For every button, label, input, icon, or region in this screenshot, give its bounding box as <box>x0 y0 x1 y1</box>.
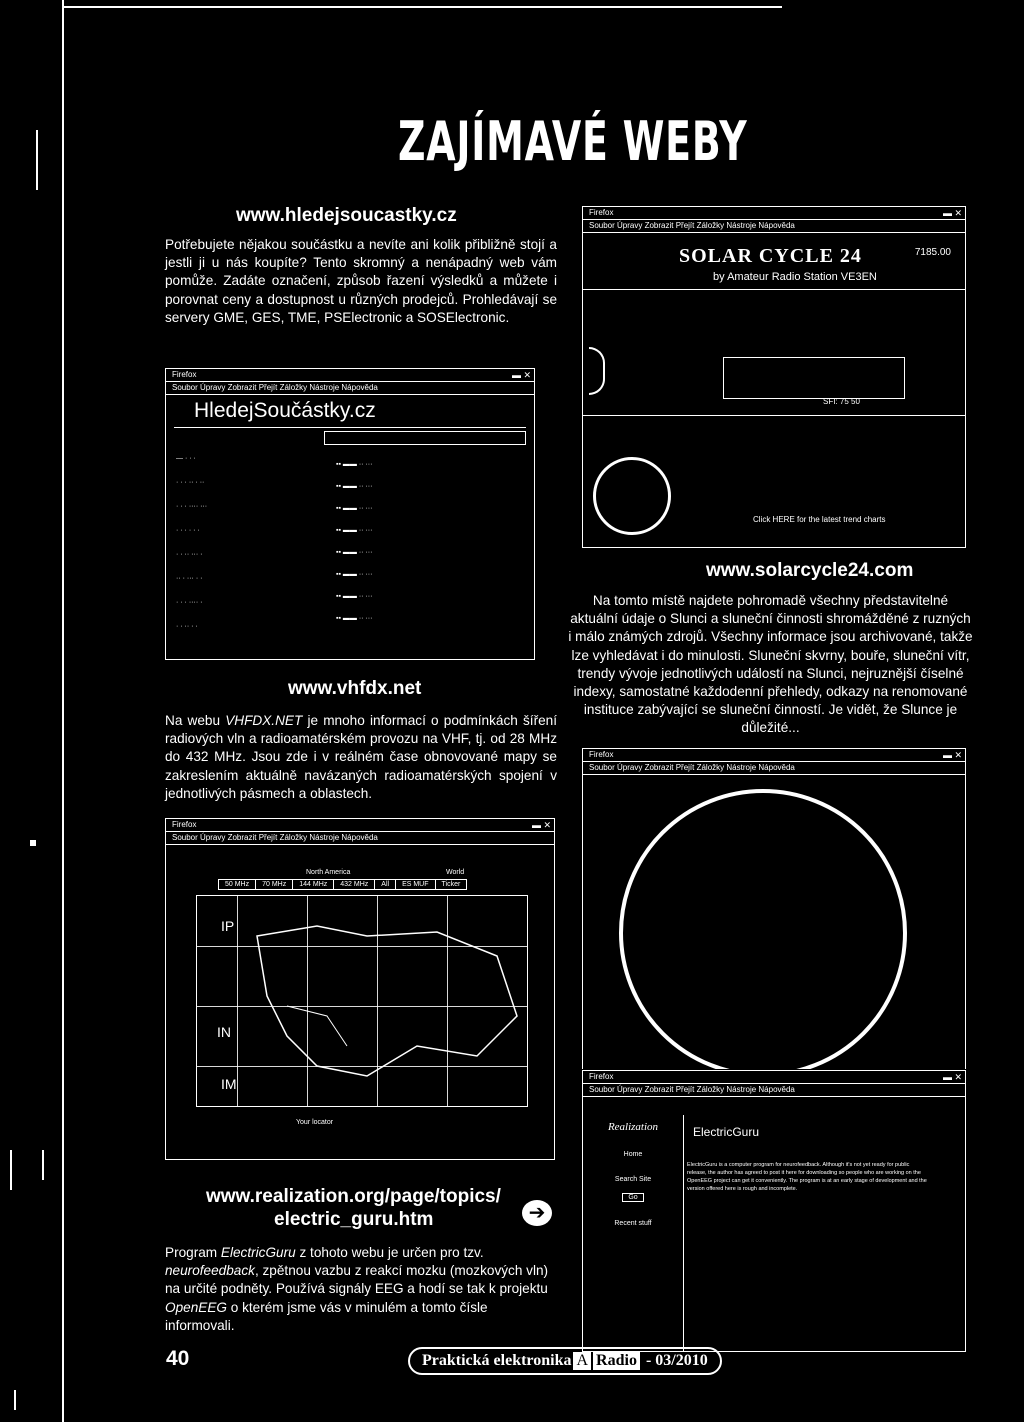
close-icon: ▬ ✕ <box>942 208 962 218</box>
vhfdx-url[interactable]: www.vhfdx.net <box>288 678 422 699</box>
realization-sidebar <box>583 1115 684 1351</box>
sun-disk-image <box>619 789 907 1069</box>
browser-titlebar: Firefox <box>166 369 534 382</box>
solar-widget-box <box>723 357 905 399</box>
europe-outline <box>197 896 527 1106</box>
solarcycle-text: Na tomto místě najdete pohromadě všechny představitelné aktuální údaje o Slunci a sluneční činnosti shromážděné z ruzných i málo známých zdrojů. Všechny informace jsou archivované, takže lze vyhledávat i do minulosti. Sluneční skvrny, bouře, sluneční vítr, trendy vývoje jednotlivých událostí na Slunci, nejruznější číselné indexy, samostatné každodenní přehledy, odkazy na renomované instituce zabývající se sluneční činností. Je vidět, že Slunce je důležité... <box>568 593 973 736</box>
vhfdx-screenshot <box>165 818 555 1160</box>
hledejsoucastky-logo: HledejSoučástky.cz <box>194 399 376 422</box>
realization-url-line2[interactable]: electric_guru.htm <box>274 1209 434 1230</box>
page-title: ZAJÍMAVÉ WEBY <box>398 110 748 173</box>
nav-recent-stuff[interactable]: Recent stuff <box>614 1220 652 1227</box>
realization-paragraph: ElectricGuru is a computer program for neurofeedback. Although it's not yet ready for public release, the author has agreed to post it here for downloading so people who are working on the OpenEEG project can get it conveniently. The program is at an early stage of development and the version offered here is rough and incomplete. <box>687 1162 927 1192</box>
browser-menu: Soubor Úpravy Zobrazit Přejít Záložky Nástroje Nápověda <box>166 382 534 395</box>
tab-70mhz[interactable]: 70 MHz <box>256 880 293 889</box>
magazine-name: Praktická elektronika <box>422 1352 572 1369</box>
hledejsoucastky-text: Potřebujete nějakou součástku a nevíte ani kolik přibližně stojí a jestli ji u nás koupíte? Tento skromný a nenápadný web vám pomůže. Zadáte označení, způsob řazení výsledků a můžete i porovnat ceny a dostupnost u různých prodejců. Prohledávají se servery GME, GES, TME, PSElectronic a SOSElectronic. <box>165 237 557 325</box>
browser-titlebar: Firefox <box>166 819 554 832</box>
tab-432mhz[interactable]: 432 MHz <box>334 880 375 889</box>
solar-sfi: SFI: 75 50 <box>823 397 860 406</box>
page-border-top <box>62 6 782 8</box>
browser-titlebar: Firefox <box>583 207 965 220</box>
hledejsoucastky-url[interactable]: www.hledejsoucastky.cz <box>236 205 457 226</box>
magazine-footer <box>408 1347 722 1375</box>
results-price-column: ▪▪ ▬▬ ·· ··· ▪▪ ▬▬ ·· ··· ▪▪ ▬▬ ·· ··· ▪▪ ▬▬ ·· ··· ▪▪ ▬▬ ·· ··· ▪▪ ▬▬ ·· ··· ▪▪ ▬▬ ·· ··· ▪▪ ▬▬ ·· ··· <box>336 461 373 622</box>
vhfdx-text: Na webu VHFDX.NET je mnoho informací o podmínkách šíření radiových vln a radioamatérském provozu na VHF, tj. od 28 MHz do 432 MHz. Jsou zde i v reálném čase obnovované mapy se zakreslením aktuálně navázaných radioamatérských spojení v jednotlivých pásmech a oblastech. <box>165 713 557 801</box>
vhf-band-tabs <box>218 879 467 890</box>
vhf-region: North America <box>306 869 351 876</box>
solarcycle-frequency: 7185.00 <box>914 247 951 258</box>
magazine-issue: - 03/2010 <box>645 1352 708 1369</box>
close-icon: ▬ ✕ <box>511 370 531 380</box>
map-label-im: IM <box>221 1076 237 1092</box>
vhf-world: World <box>446 869 465 876</box>
vhf-status: Your locator <box>296 1119 334 1126</box>
magazine-a: A <box>573 1352 591 1370</box>
map-label-ip: IP <box>221 918 235 934</box>
tab-50mhz[interactable]: 50 MHz <box>219 880 256 889</box>
page-number: 40 <box>166 1347 190 1370</box>
magazine-radio: Radio <box>593 1352 640 1370</box>
results-header <box>324 431 526 445</box>
close-icon: ▬ ✕ <box>942 1072 962 1082</box>
map-label-in: IN <box>217 1024 231 1040</box>
hledejsoucastky-screenshot <box>165 368 535 660</box>
close-icon: ▬ ✕ <box>531 820 551 830</box>
tab-es-muf[interactable]: ES MUF <box>396 880 435 889</box>
divider <box>174 427 526 428</box>
realization-screenshot <box>582 1070 966 1352</box>
solarcycle-url[interactable]: www.solarcycle24.com <box>706 560 914 581</box>
browser-menu: Soubor Úpravy Zobrazit Přejít Záložky Nástroje Nápověda <box>583 762 965 775</box>
search-go-button[interactable]: Go <box>622 1193 644 1202</box>
realization-logo: Realization <box>607 1121 659 1133</box>
vhf-map <box>196 895 528 1107</box>
sun-image <box>593 457 671 535</box>
arrow-right-icon: ➔ <box>522 1200 552 1226</box>
nav-search-site[interactable]: Search Site <box>614 1176 652 1183</box>
browser-menu: Soubor Úpravy Zobrazit Přejít Záložky Nástroje Nápověda <box>166 832 554 845</box>
tab-all[interactable]: All <box>375 880 396 889</box>
solar-trend-link[interactable]: Click HERE for the latest trend charts <box>753 515 886 524</box>
nav-home[interactable]: Home <box>623 1151 643 1158</box>
browser-menu: Soubor Úpravy Zobrazit Přejít Záložky Nástroje Nápověda <box>583 1084 965 1097</box>
realization-url-line1[interactable]: www.realization.org/page/topics/ <box>206 1186 501 1207</box>
solarcycle-header: SOLAR CYCLE 24 <box>679 245 862 267</box>
browser-titlebar: Firefox <box>583 1071 965 1084</box>
tab-ticker[interactable]: Ticker <box>441 881 461 888</box>
solar-image-screenshot <box>582 748 966 1069</box>
page-border-left <box>62 0 64 1422</box>
close-icon: ▬ ✕ <box>942 750 962 760</box>
solarcycle-screenshot <box>582 206 966 548</box>
realization-text: Program ElectricGuru z tohoto webu je určen pro tzv. neurofeedback, zpětnou vazbu z reakcí mozku (mozkových vln) na určité podněty. Používá signály EEG a hodí se tak k projektu OpenEEG o kterém jsme vás v minulém a tomto čísle informovali. <box>165 1245 549 1333</box>
solarcycle-subtitle: by Amateur Radio Station VE3EN <box>713 271 877 283</box>
browser-menu: Soubor Úpravy Zobrazit Přejít Záložky Nástroje Nápověda <box>583 220 965 233</box>
browser-titlebar: Firefox <box>583 749 965 762</box>
realization-page-title: ElectricGuru <box>693 1125 760 1139</box>
results-left-column: — · · · · · · ·· · ·· · · · ···· ··· · · · · · · · · ·· ··· · ·· · ··· · · · · · ···· · · · ·· · · <box>176 455 208 630</box>
tab-144mhz[interactable]: 144 MHz <box>293 880 334 889</box>
